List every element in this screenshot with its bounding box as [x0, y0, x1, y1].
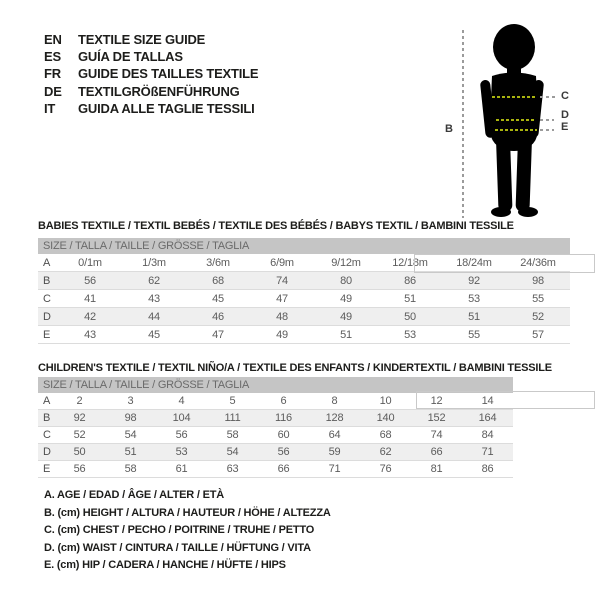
table-row [38, 444, 513, 461]
table-cell: 57 [532, 328, 544, 341]
row-label: B [43, 412, 51, 424]
table-row [38, 427, 513, 444]
table-cell: 64 [328, 429, 341, 441]
legend-line: B. (cm) HEIGHT / ALTURA / HAUTEUR / HÖHE / ALTEZZA [44, 506, 331, 519]
chest-measure-line [492, 96, 536, 98]
legend-line: E. (cm) HIP / CADERA / HANCHE / HÜFTE / HIPS [44, 559, 286, 572]
table-cell: 98 [532, 274, 544, 287]
table-cell: 53 [468, 292, 480, 305]
table-cell: 60 [277, 429, 290, 441]
table-cell: 6/9m [270, 256, 294, 269]
row-label: D [43, 446, 51, 458]
chest-guide-line [540, 96, 556, 98]
language-list [44, 31, 258, 117]
language-row [44, 48, 258, 65]
table-cell: 41 [84, 292, 96, 305]
table-cell: 18/24m [456, 256, 492, 269]
babies-table-body [38, 254, 570, 344]
table-cell: 47 [212, 328, 224, 341]
table-cell: 152 [427, 412, 446, 424]
table-cell: 62 [148, 274, 160, 287]
table-cell: 56 [84, 274, 96, 287]
table-row [38, 290, 570, 308]
table-cell: 51 [404, 292, 416, 305]
row-label: E [43, 328, 51, 341]
language-row [44, 31, 258, 48]
table-cell: 66 [277, 463, 290, 475]
table-cell: 81 [430, 463, 443, 475]
row-label: B [43, 274, 51, 287]
table-cell: 4 [178, 395, 185, 407]
language-title: GUIDA ALLE TAGLIE TESSILI [78, 100, 255, 116]
table-cell: 51 [124, 446, 137, 458]
table-cell: 43 [84, 328, 96, 341]
children-size-table [38, 377, 513, 478]
table-cell: 59 [328, 446, 341, 458]
babies-table-header: SIZE / TALLA / TAILLE / GRÖSSE / TAGLIA [38, 238, 570, 254]
table-cell: 53 [175, 446, 188, 458]
language-title: GUIDE DES TAILLES TEXTILE [78, 66, 259, 82]
table-cell: 80 [340, 274, 352, 287]
row-label: D [43, 310, 51, 323]
table-row [38, 254, 570, 272]
table-cell: 3/6m [206, 256, 230, 269]
legend-line: A. AGE / EDAD / ÂGE / ALTER / ETÀ [44, 489, 225, 501]
table-cell: 92 [468, 274, 480, 287]
table-cell: 76 [379, 463, 392, 475]
hip-measure-line [495, 129, 537, 131]
table-cell: 0/1m [78, 256, 102, 269]
table-cell: 55 [532, 292, 544, 305]
table-cell: 12 [430, 395, 443, 407]
table-cell: 50 [404, 310, 416, 323]
table-row [38, 326, 570, 344]
language-code: FR [44, 66, 61, 82]
hip-label: E [561, 121, 569, 133]
chest-label: C [561, 90, 569, 102]
children-table-body [38, 393, 513, 478]
language-title: TEXTILE SIZE GUIDE [78, 32, 206, 47]
row-label: C [43, 292, 51, 305]
table-cell: 10 [379, 395, 392, 407]
table-cell: 84 [481, 429, 494, 441]
table-cell: 71 [481, 446, 494, 458]
children-table-header: SIZE / TALLA / TAILLE / GRÖSSE / TAGLIA [38, 377, 513, 393]
table-cell: 68 [379, 429, 392, 441]
table-cell: 52 [73, 429, 86, 441]
table-cell: 61 [175, 463, 188, 475]
table-cell: 52 [532, 310, 544, 323]
table-cell: 68 [212, 274, 224, 287]
row-label: C [43, 429, 51, 441]
table-cell: 24/36m [520, 256, 556, 269]
table-cell: 12/18m [392, 256, 428, 269]
table-cell: 164 [478, 412, 497, 424]
table-cell: 9/12m [331, 256, 361, 269]
language-row [44, 65, 258, 82]
table-cell: 71 [328, 463, 341, 475]
table-cell: 86 [481, 463, 494, 475]
child-silhouette-icon [462, 24, 562, 220]
table-cell: 58 [226, 429, 239, 441]
table-cell: 49 [340, 292, 352, 305]
table-cell: 92 [73, 412, 86, 424]
table-row [38, 272, 570, 290]
table-cell: 56 [175, 429, 188, 441]
table-cell: 74 [276, 274, 288, 287]
table-cell: 54 [226, 446, 239, 458]
measurement-legend [44, 487, 331, 575]
table-cell: 2 [76, 395, 83, 407]
height-label: B [445, 123, 453, 135]
table-cell: 104 [172, 412, 191, 424]
table-cell: 45 [148, 328, 160, 341]
language-row [44, 83, 258, 100]
table-cell: 14 [481, 395, 494, 407]
table-cell: 86 [404, 274, 416, 287]
row-label: E [43, 463, 51, 475]
table-cell: 47 [276, 292, 288, 305]
table-cell: 42 [84, 310, 96, 323]
table-cell: 66 [430, 446, 443, 458]
legend-line: C. (cm) CHEST / PECHO / POITRINE / TRUHE / PETTO [44, 524, 315, 537]
row-label: A [43, 395, 51, 407]
children-table-title: CHILDREN'S TEXTILE / TEXTIL NIÑO/A / TEXTILE DES ENFANTS / KINDERTEXTIL / BAMBINI TESSILE [38, 362, 552, 374]
table-cell: 6 [280, 395, 287, 407]
table-cell: 116 [275, 412, 292, 424]
table-cell: 51 [340, 328, 352, 341]
language-title: TEXTILGRÖßENFÜHRUNG [78, 83, 240, 99]
legend-line: D. (cm) WAIST / CINTURA / TAILLE / HÜFTUNG / VITA [44, 541, 311, 554]
language-code: IT [44, 100, 56, 116]
waist-measure-line [496, 119, 536, 121]
table-row [38, 308, 570, 326]
table-cell: 56 [73, 463, 86, 475]
table-cell: 46 [212, 310, 224, 323]
table-cell: 45 [212, 292, 224, 305]
table-cell: 58 [124, 463, 137, 475]
table-cell: 98 [124, 412, 137, 424]
table-cell: 140 [376, 412, 395, 424]
table-cell: 56 [277, 446, 290, 458]
table-cell: 44 [148, 310, 160, 323]
table-cell: 51 [468, 310, 480, 323]
waist-guide-line [540, 119, 554, 121]
row-label: A [43, 256, 51, 269]
table-cell: 5 [229, 395, 236, 407]
language-code: EN [44, 32, 62, 47]
table-cell: 43 [148, 292, 160, 305]
language-code: DE [44, 83, 62, 99]
table-cell: 1/3m [142, 256, 166, 269]
table-cell: 49 [276, 328, 288, 341]
waist-label: D [561, 109, 569, 121]
table-cell: 128 [325, 412, 344, 424]
hip-guide-line [540, 129, 554, 131]
table-cell: 3 [127, 395, 134, 407]
table-cell: 54 [124, 429, 137, 441]
table-cell: 111 [224, 412, 241, 424]
table-cell: 62 [379, 446, 392, 458]
babies-table-title: BABIES TEXTILE / TEXTIL BEBÉS / TEXTILE DES BÉBÉS / BABYS TEXTIL / BAMBINI TESSILE [38, 220, 514, 232]
table-cell: 49 [340, 310, 352, 323]
table-cell: 50 [73, 446, 86, 458]
table-cell: 63 [226, 463, 239, 475]
table-cell: 48 [276, 310, 288, 323]
table-row [38, 461, 513, 478]
babies-size-table [38, 238, 570, 344]
table-cell: 74 [430, 429, 443, 441]
language-title: GUÍA DE TALLAS [78, 49, 183, 65]
table-cell: 8 [331, 395, 338, 407]
table-row [38, 410, 513, 427]
language-row [44, 100, 258, 117]
table-cell: 53 [404, 328, 416, 341]
language-code: ES [44, 49, 61, 65]
table-cell: 55 [468, 328, 480, 341]
table-row [38, 393, 513, 410]
